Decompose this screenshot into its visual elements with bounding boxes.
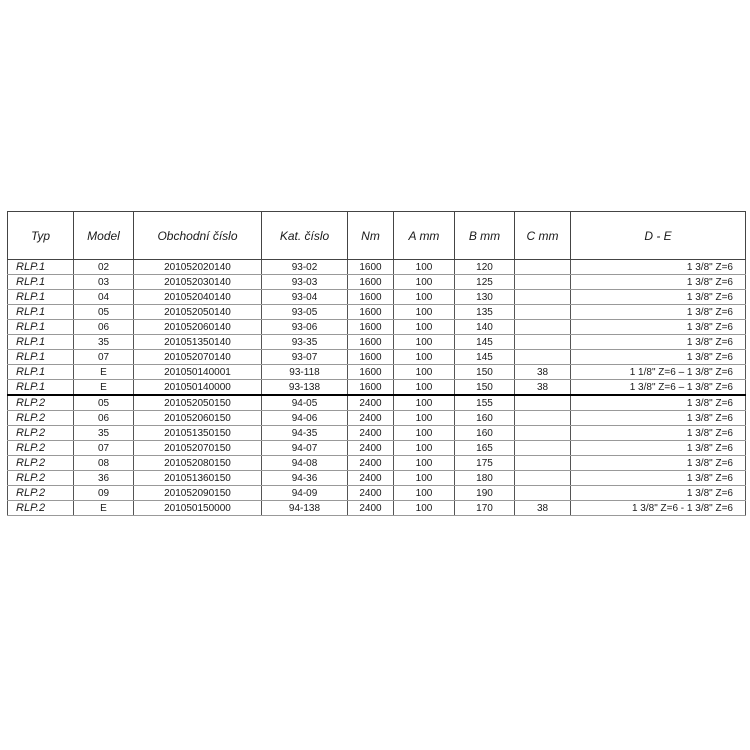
cell-nm: 1600 (348, 350, 394, 365)
table-row (8, 275, 746, 290)
cell-c-mm (515, 260, 571, 275)
cell-a-mm: 100 (394, 411, 455, 426)
cell-kat-cislo: 94-09 (262, 486, 348, 501)
cell-kat-cislo: 94-36 (262, 471, 348, 486)
cell-c-mm (515, 456, 571, 471)
cell-obchodni-cislo: 201052030140 (134, 275, 262, 290)
cell-obchodni-cislo: 201052060150 (134, 411, 262, 426)
cell-kat-cislo: 93-04 (262, 290, 348, 305)
cell-d-e: 1 3/8" Z=6 (571, 471, 746, 486)
cell-d-e: 1 3/8" Z=6 (571, 456, 746, 471)
cell-b-mm: 160 (455, 411, 515, 426)
cell-b-mm: 175 (455, 456, 515, 471)
cell-nm: 2400 (348, 471, 394, 486)
cell-model: 05 (74, 305, 134, 320)
cell-c-mm (515, 441, 571, 456)
cell-nm: 2400 (348, 501, 394, 516)
cell-b-mm: 135 (455, 305, 515, 320)
cell-b-mm: 150 (455, 380, 515, 396)
cell-b-mm: 130 (455, 290, 515, 305)
cell-c-mm (515, 471, 571, 486)
cell-obchodni-cislo: 201052060140 (134, 320, 262, 335)
cell-a-mm: 100 (394, 380, 455, 396)
cell-obchodni-cislo: 201051360150 (134, 471, 262, 486)
cell-nm: 2400 (348, 395, 394, 411)
cell-typ: RLP.2 (8, 486, 74, 501)
table-row (8, 335, 746, 350)
cell-nm: 1600 (348, 380, 394, 396)
cell-typ: RLP.2 (8, 411, 74, 426)
cell-c-mm (515, 411, 571, 426)
cell-model: E (74, 501, 134, 516)
cell-typ: RLP.1 (8, 320, 74, 335)
cell-typ: RLP.2 (8, 471, 74, 486)
cell-typ: RLP.1 (8, 365, 74, 380)
cell-d-e: 1 3/8" Z=6 - 1 3/8" Z=6 (571, 501, 746, 516)
cell-a-mm: 100 (394, 290, 455, 305)
table-row (8, 411, 746, 426)
cell-kat-cislo: 93-07 (262, 350, 348, 365)
table-row (8, 350, 746, 365)
cell-b-mm: 145 (455, 350, 515, 365)
cell-model: 02 (74, 260, 134, 275)
cell-model: 35 (74, 335, 134, 350)
cell-typ: RLP.2 (8, 456, 74, 471)
cell-d-e: 1 3/8" Z=6 (571, 486, 746, 501)
cell-c-mm (515, 350, 571, 365)
table-row (8, 456, 746, 471)
cell-d-e: 1 3/8" Z=6 (571, 275, 746, 290)
header-c-mm: C mm (515, 212, 571, 260)
cell-nm: 1600 (348, 290, 394, 305)
cell-nm: 1600 (348, 305, 394, 320)
cell-a-mm: 100 (394, 426, 455, 441)
cell-c-mm (515, 395, 571, 411)
header-typ: Typ (8, 212, 74, 260)
cell-obchodni-cislo: 201051350140 (134, 335, 262, 350)
cell-b-mm: 155 (455, 395, 515, 411)
table-row (8, 290, 746, 305)
header-d-e: D - E (571, 212, 746, 260)
cell-obchodni-cislo: 201052080150 (134, 456, 262, 471)
cell-model: 36 (74, 471, 134, 486)
cell-obchodni-cislo: 201050140001 (134, 365, 262, 380)
cell-c-mm: 38 (515, 501, 571, 516)
cell-d-e: 1 3/8" Z=6 (571, 426, 746, 441)
cell-obchodni-cislo: 201052050150 (134, 395, 262, 411)
table-row (8, 501, 746, 516)
cell-b-mm: 190 (455, 486, 515, 501)
cell-b-mm: 120 (455, 260, 515, 275)
cell-d-e: 1 3/8" Z=6 (571, 335, 746, 350)
header-obchodni-cislo: Obchodní číslo (134, 212, 262, 260)
cell-kat-cislo: 93-06 (262, 320, 348, 335)
cell-a-mm: 100 (394, 395, 455, 411)
cell-kat-cislo: 94-138 (262, 501, 348, 516)
header-a-mm: A mm (394, 212, 455, 260)
table-row (8, 365, 746, 380)
table-body (8, 260, 746, 516)
cell-d-e: 1 3/8" Z=6 (571, 290, 746, 305)
cell-model: 35 (74, 426, 134, 441)
cell-b-mm: 145 (455, 335, 515, 350)
spec-table (7, 211, 746, 516)
cell-nm: 2400 (348, 456, 394, 471)
cell-model: 06 (74, 320, 134, 335)
cell-c-mm (515, 320, 571, 335)
cell-model: 04 (74, 290, 134, 305)
cell-obchodni-cislo: 201050140000 (134, 380, 262, 396)
cell-model: 06 (74, 411, 134, 426)
cell-kat-cislo: 94-08 (262, 456, 348, 471)
cell-model: 07 (74, 350, 134, 365)
cell-c-mm: 38 (515, 365, 571, 380)
cell-d-e: 1 3/8" Z=6 – 1 3/8" Z=6 (571, 380, 746, 396)
cell-c-mm (515, 486, 571, 501)
cell-obchodni-cislo: 201052070150 (134, 441, 262, 456)
cell-c-mm (515, 290, 571, 305)
table-row (8, 486, 746, 501)
cell-a-mm: 100 (394, 335, 455, 350)
cell-typ: RLP.1 (8, 275, 74, 290)
cell-kat-cislo: 94-06 (262, 411, 348, 426)
cell-b-mm: 125 (455, 275, 515, 290)
cell-obchodni-cislo: 201052070140 (134, 350, 262, 365)
cell-typ: RLP.1 (8, 260, 74, 275)
cell-kat-cislo: 94-35 (262, 426, 348, 441)
cell-a-mm: 100 (394, 275, 455, 290)
cell-kat-cislo: 93-35 (262, 335, 348, 350)
cell-a-mm: 100 (394, 365, 455, 380)
cell-nm: 1600 (348, 260, 394, 275)
cell-d-e: 1 3/8" Z=6 (571, 260, 746, 275)
cell-kat-cislo: 93-118 (262, 365, 348, 380)
header-model: Model (74, 212, 134, 260)
header-kat-cislo: Kat. číslo (262, 212, 348, 260)
cell-kat-cislo: 93-02 (262, 260, 348, 275)
cell-typ: RLP.2 (8, 395, 74, 411)
cell-d-e: 1 3/8" Z=6 (571, 305, 746, 320)
cell-c-mm (515, 275, 571, 290)
cell-d-e: 1 1/8" Z=6 – 1 3/8" Z=6 (571, 365, 746, 380)
cell-kat-cislo: 94-07 (262, 441, 348, 456)
cell-b-mm: 180 (455, 471, 515, 486)
cell-nm: 1600 (348, 275, 394, 290)
cell-typ: RLP.1 (8, 380, 74, 396)
cell-b-mm: 140 (455, 320, 515, 335)
table-row (8, 471, 746, 486)
cell-d-e: 1 3/8" Z=6 (571, 441, 746, 456)
cell-b-mm: 160 (455, 426, 515, 441)
cell-a-mm: 100 (394, 305, 455, 320)
cell-b-mm: 165 (455, 441, 515, 456)
cell-a-mm: 100 (394, 260, 455, 275)
cell-b-mm: 170 (455, 501, 515, 516)
cell-model: 07 (74, 441, 134, 456)
cell-kat-cislo: 93-05 (262, 305, 348, 320)
cell-obchodni-cislo: 201052020140 (134, 260, 262, 275)
cell-obchodni-cislo: 201052050140 (134, 305, 262, 320)
cell-typ: RLP.1 (8, 290, 74, 305)
cell-obchodni-cislo: 201052090150 (134, 486, 262, 501)
cell-model: 03 (74, 275, 134, 290)
cell-nm: 1600 (348, 335, 394, 350)
cell-a-mm: 100 (394, 441, 455, 456)
table-row (8, 441, 746, 456)
cell-kat-cislo: 94-05 (262, 395, 348, 411)
cell-typ: RLP.1 (8, 335, 74, 350)
cell-typ: RLP.1 (8, 305, 74, 320)
cell-a-mm: 100 (394, 471, 455, 486)
cell-c-mm (515, 305, 571, 320)
cell-a-mm: 100 (394, 320, 455, 335)
cell-model: 05 (74, 395, 134, 411)
cell-c-mm (515, 426, 571, 441)
cell-c-mm (515, 335, 571, 350)
cell-b-mm: 150 (455, 365, 515, 380)
cell-kat-cislo: 93-138 (262, 380, 348, 396)
cell-nm: 2400 (348, 441, 394, 456)
cell-typ: RLP.2 (8, 441, 74, 456)
table-row (8, 305, 746, 320)
cell-model: E (74, 365, 134, 380)
cell-typ: RLP.2 (8, 426, 74, 441)
table-row (8, 395, 746, 411)
cell-typ: RLP.1 (8, 350, 74, 365)
cell-kat-cislo: 93-03 (262, 275, 348, 290)
cell-nm: 2400 (348, 411, 394, 426)
cell-d-e: 1 3/8" Z=6 (571, 350, 746, 365)
cell-d-e: 1 3/8" Z=6 (571, 395, 746, 411)
table-row (8, 320, 746, 335)
cell-d-e: 1 3/8" Z=6 (571, 320, 746, 335)
cell-obchodni-cislo: 201050150000 (134, 501, 262, 516)
cell-nm: 1600 (348, 320, 394, 335)
cell-model: 09 (74, 486, 134, 501)
cell-c-mm: 38 (515, 380, 571, 396)
header-nm: Nm (348, 212, 394, 260)
cell-d-e: 1 3/8" Z=6 (571, 411, 746, 426)
cell-nm: 2400 (348, 486, 394, 501)
cell-a-mm: 100 (394, 456, 455, 471)
cell-obchodni-cislo: 201051350150 (134, 426, 262, 441)
header-b-mm: B mm (455, 212, 515, 260)
cell-a-mm: 100 (394, 350, 455, 365)
cell-obchodni-cislo: 201052040140 (134, 290, 262, 305)
cell-nm: 2400 (348, 426, 394, 441)
cell-nm: 1600 (348, 365, 394, 380)
table-row (8, 380, 746, 396)
cell-typ: RLP.2 (8, 501, 74, 516)
cell-a-mm: 100 (394, 501, 455, 516)
table-row (8, 260, 746, 275)
cell-model: 08 (74, 456, 134, 471)
cell-model: E (74, 380, 134, 396)
table-row (8, 426, 746, 441)
cell-a-mm: 100 (394, 486, 455, 501)
header-row (8, 212, 746, 260)
